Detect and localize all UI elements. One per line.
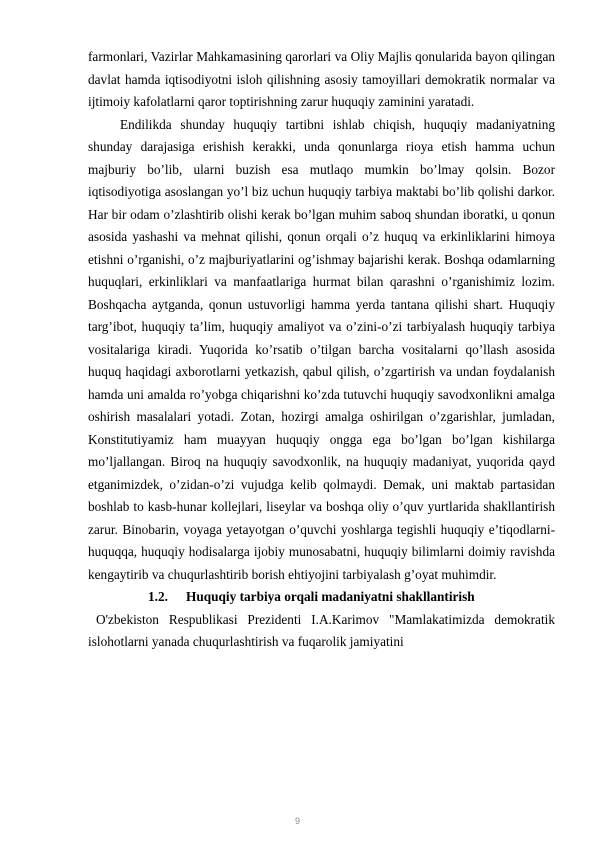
section-heading [88, 586, 555, 609]
section-number: 1.2. [148, 589, 168, 604]
paragraph-2: Endilikda shunday huquqiy tartibni ishlab chiqish, huquqiy madaniyatning shunday darajasiga erishish kerakki, unda qonunlarga rioya etish hamma uchun majburiy bo’lib, ularni buzish esa mutlaqo mumkin bo’lmay qolsin. Bozor iqtisodiyotiga asoslangan yo’l biz uchun huquqiy tarbiya maktabi bo’lib qolishi darkor. Har bir odam o’zlashtirib olishi kerak bo’lgan muhim saboq shundan iboratki, u qonun asosida yashashi va mehnat qilishi, qonun orqali o’z huquq va erkinliklarini himoya etishni o’rganishi, o’z majburiyatlarini og’ishmay bajarishi kerak. Boshqa odamlarning huquqlari, erkinliklari va manfaatlariga hurmat bilan qarashni o’rganishimiz lozim. Boshqacha aytganda, qonun ustuvorligi hamma yerda tantana qilishi shart. Huquqiy targ’ibot, huquqiy ta’lim, huquqiy amaliyot va o’zini-o’zi tarbiyalash huquqiy tarbiya vositalariga kiradi. Yuqorida ko’rsatib o’tilgan barcha vositalarni qo’llash asosida huquq haqidagi axborotlarni yetkazish, qabul qilish, o’zgartirish va undan foydalanish hamda uni amalda ro’yobga chiqarishni ko’zda tutuvchi huquqiy savodxonlikni amalga oshirish masalalari yotadi. Zotan, hozirgi amalga oshirilgan o’zgarishlar, jumladan, Konstitutiyamiz ham muayyan huquqiy ongga ega bo’lgan bo’lgan kishilarga mo’ljallangan. Biroq na huquqiy savodxonlik, na huquqiy madaniyat, yuqorida qayd etganimizdek, o’zidan-o’zi vujudga kelib qolmaydi. Demak, uni maktab partasidan boshlab to kasb-hunar kollejlari, liseylar va boshqa oliy o’quv yurtlarida shakllantirish zarur. Binobarin, voyaga yetayotgan o’quvchi yoshlarga tegishli huquqiy e’tiqodlarni-huquqqa, huquqiy hodisalarga ijobiy munosabatni, huquqiy bilimlarni doimiy ravishda kengaytirib va chuqurlashtirib borish ehtiyojini tarbiyalash g’oyat muhimdir. [88, 116, 555, 582]
paragraph-1: farmonlari, Vazirlar Mahkamasining qarorlari va Oliy Majlis qonularida bayon qilingan davlat hamda iqtisodiyotni isloh qilishning asosiy tamoyillari demokratik normalar va ijtimoiy kafolatlarni qaror toptirishning zarur huquqiy zaminini yaratadi. [88, 49, 555, 109]
page-number: 9 [294, 816, 300, 826]
document-page [88, 46, 555, 654]
paragraph-3: O'zbekiston Respublikasi Prezidenti I.A.Karimov "Mamlakatimizda demokratik islohotlarni yanada chuqurlashtirish va fuqarolik jamiyatini [88, 611, 555, 649]
section-title: Huquqiy tarbiya orqali madaniyatni shakllantirish [186, 589, 475, 604]
